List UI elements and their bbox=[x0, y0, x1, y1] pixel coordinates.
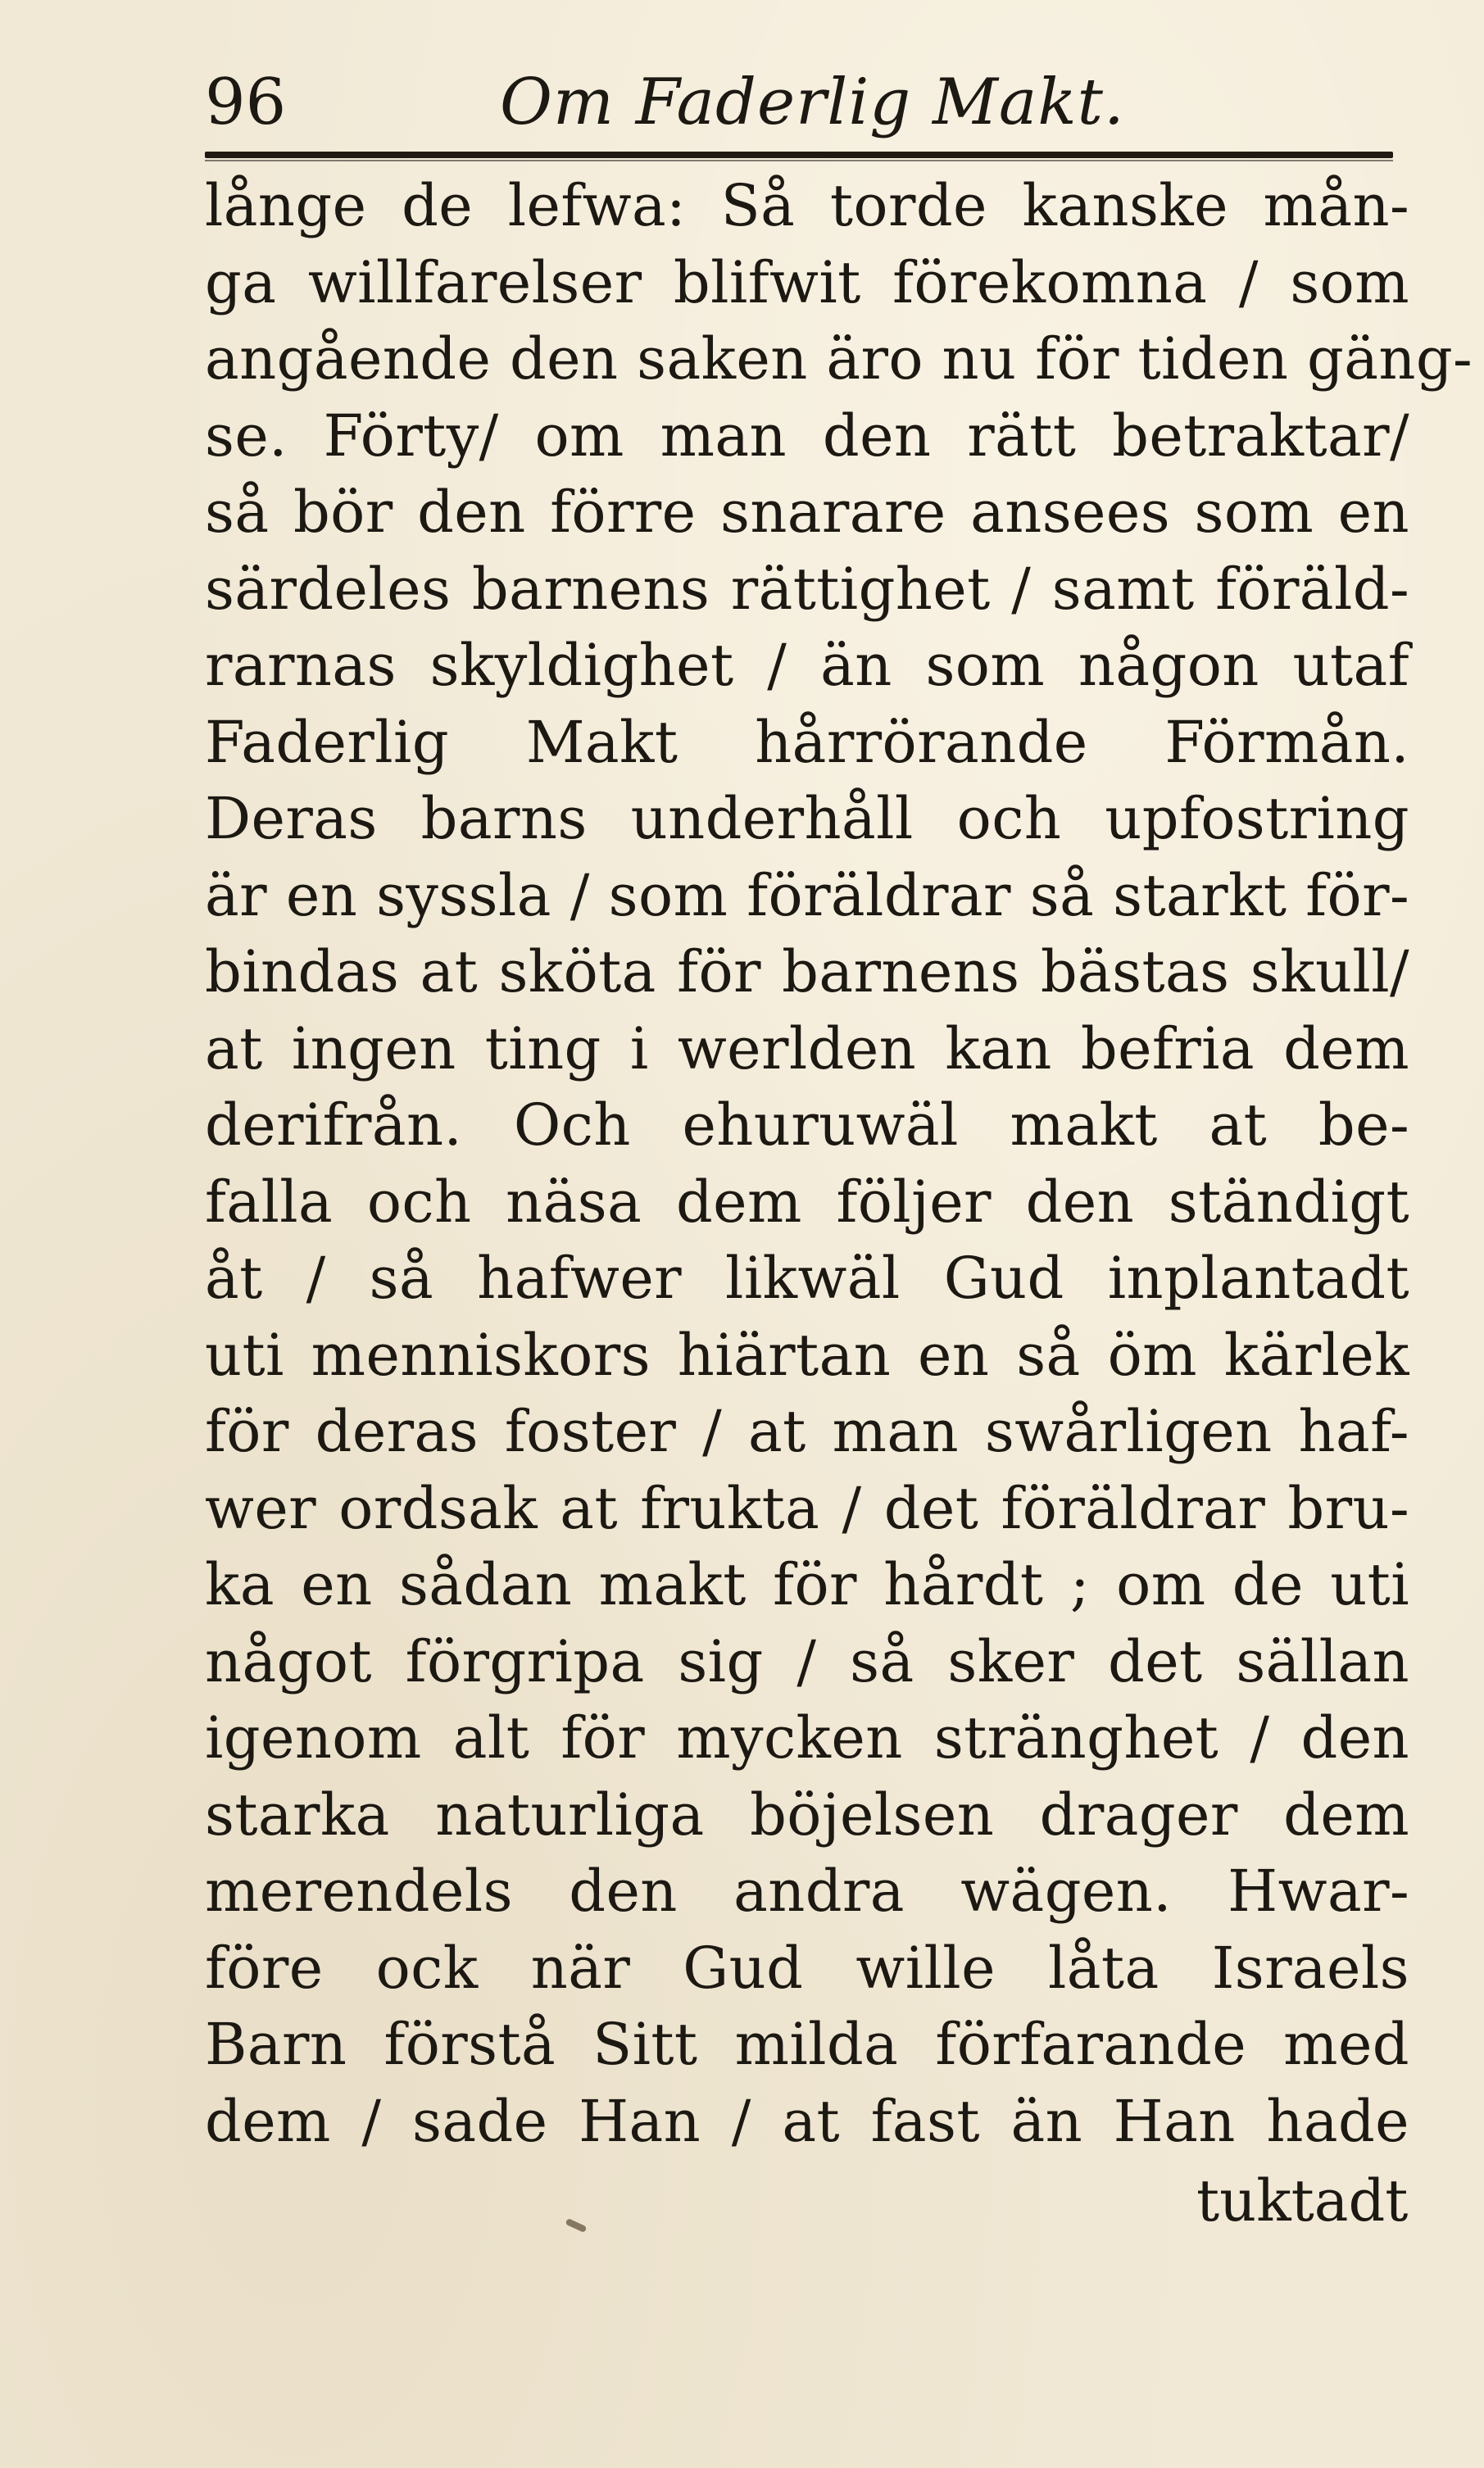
text-line: för deras foster / at man swårligen haf- bbox=[205, 1398, 1409, 1465]
text-line: Barn förstå Sitt milda förfarande med bbox=[205, 2011, 1409, 2078]
page-number: 96 bbox=[205, 66, 287, 139]
running-title: Om Faderlig Makt. bbox=[500, 66, 1125, 139]
text-line: Faderlig Makt hårrörande Förmån. bbox=[205, 708, 1409, 776]
body-text bbox=[205, 168, 1473, 2160]
text-line: åt / så hafwer likwäl Gud inplantadt bbox=[205, 1245, 1409, 1312]
text-line: så bör den förre snarare ansees som en bbox=[205, 479, 1409, 546]
text-line: starka naturliga böjelsen drager dem bbox=[205, 1781, 1409, 1849]
text-line: något förgripa sig / så sker det sällan bbox=[205, 1627, 1409, 1695]
text-line: wer ordsak at frukta / det föräldrar bru- bbox=[205, 1474, 1409, 1542]
text-line: bindas at sköta för barnens bästas skull/ bbox=[205, 938, 1409, 1005]
text-line: merendels den andra wägen. Hwar- bbox=[205, 1858, 1409, 1925]
page-header bbox=[205, 49, 1434, 147]
text-line: är en syssla / som föräldrar så starkt för- bbox=[205, 861, 1409, 929]
text-line: före ock när Gud wille låta Israels bbox=[205, 1934, 1409, 2002]
text-line: Deras barns underhåll och upfostring bbox=[205, 785, 1409, 852]
text-line: ka en sådan makt för hårdt ; om de uti bbox=[205, 1551, 1409, 1618]
text-line: falla och näsa dem följer den ständigt bbox=[205, 1168, 1409, 1236]
text-line: derifrån. Och ehuruwäl makt at be- bbox=[205, 1091, 1409, 1159]
text-line: igenom alt för mycken stränghet / den bbox=[205, 1704, 1409, 1772]
text-line: uti menniskors hiärtan en så öm kärlek bbox=[205, 1321, 1409, 1389]
text-line: rarnas skyldighet / än som någon utaf bbox=[205, 632, 1409, 699]
text-line: angående den saken äro nu för tiden gäng- bbox=[205, 325, 1473, 392]
text-line: at ingen ting i werlden kan befria dem bbox=[205, 1014, 1409, 1082]
text-line: ga willfarelser blifwit förekomna / som bbox=[205, 248, 1409, 316]
text-line: se. Förty/ om man den rätt betraktar/ bbox=[205, 402, 1409, 470]
text-line: särdeles barnens rättighet / samt föräld- bbox=[205, 555, 1409, 623]
paper-speck bbox=[565, 2218, 588, 2233]
text-line: långe de lefwa: Så torde kanske mån- bbox=[205, 172, 1409, 239]
catchword: tuktadt bbox=[1196, 2167, 1409, 2234]
text-line: dem / sade Han / at fast än Han hade bbox=[205, 2087, 1409, 2155]
header-rule bbox=[205, 152, 1393, 158]
